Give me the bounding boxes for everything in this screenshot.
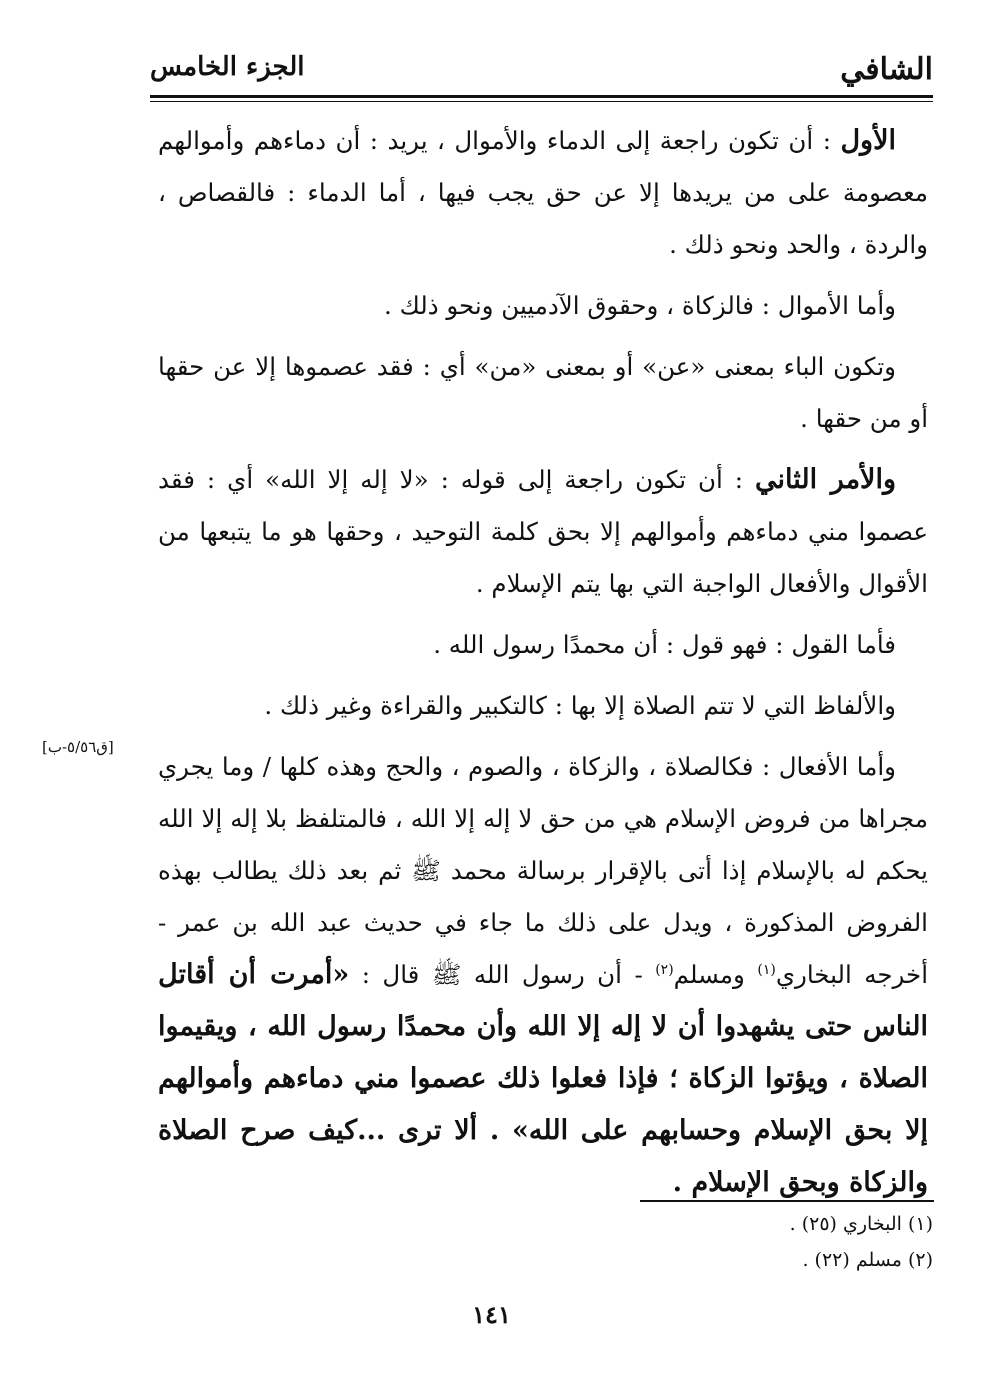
header-rule-thick (150, 95, 933, 98)
paragraph-second-matter (158, 454, 928, 610)
paragraph-first-matter (158, 115, 928, 271)
paragraph-lead-word: والأمر الثاني (755, 464, 896, 495)
paragraph-text: : أن تكون راجعة إلى قوله : «لا إله إلا الله» أي : فقد عصموا مني دماءهم وأموالهم إلا بحق كلمة التوحيد ، وحقها هو ما يتبعها من الأقوال والأفعال الواجبة التي بها يتم الإسلام . (158, 465, 928, 598)
footnote-1: (١) البخاري (٢٥) . (789, 1213, 933, 1235)
paragraph-text: - أن رسول الله ﷺ قال : (349, 960, 656, 989)
paragraph-text: ومسلم (673, 960, 758, 989)
footnote-separator (640, 1200, 934, 1202)
footnote-marker-1[interactable]: (١) (757, 961, 776, 978)
paragraph-saying: فأما القول : فهو قول : أن محمدًا رسول الله . (433, 630, 896, 659)
paragraph-ba-meaning: وتكون الباء بمعنى «عن» أو بمعنى «من» أي : فقد عصموها إلا عن حقها أو من حقها . (158, 352, 928, 433)
page-number: ١٤١ (472, 1300, 511, 1329)
manuscript-folio-ref: [ق٥/٥٦-ب] (42, 738, 114, 756)
hadith-quote: «أمرت أن أقاتل الناس حتى يشهدوا أن لا إله إلا الله وأن محمدًا رسول الله ، ويقيموا الصلاة ، ويؤتوا الزكاة ؛ فإذا فعلوا ذلك عصموا مني دماءهم وأموالهم إلا بحق الإسلام وحسابهم على الله» . ألا ترى ...كيف صرح الصلاة والزكاة وبحق الإسلام . (158, 959, 928, 1198)
paragraph-phrases: والألفاظ التي لا تتم الصلاة إلا بها : كالتكبير والقراءة وغير ذلك . (264, 691, 896, 720)
book-title: الشافي (840, 52, 933, 87)
paragraph-wealth: وأما الأموال : فالزكاة ، وحقوق الآدميين ونحو ذلك . (384, 291, 896, 320)
footnote-marker-2[interactable]: (٢) (655, 961, 674, 978)
footnote-2: (٢) مسلم (٢٢) . (802, 1249, 933, 1271)
paragraph-text: وأما الأفعال : فكالصلاة ، والزكاة ، والصوم ، والحج وهذه كلها / وما يجري مجراها من فروض الإسلام هي من حق لا إله إلا الله ، فالمتلفظ بلا إله إلا الله يحكم له بالإسلام إذا أتى بالإقرار برسالة محمد ﷺ ثم بعد ذلك يطالب بهذه الفروض المذكورة ، ويدل على ذلك ما جاء في حديث عبد الله بن عمر - أخرجه البخاري (158, 752, 928, 989)
header-rule-thin (150, 101, 933, 102)
running-header (150, 46, 933, 96)
paragraph-deeds (158, 741, 928, 1209)
paragraph-lead-word: الأول (840, 125, 896, 156)
paragraph-text: : أن تكون راجعة إلى الدماء والأموال ، يريد : أن دماءهم وأموالهم معصومة على من يريدها إلا عن حق يجب فيها ، أما الدماء : فالقصاص ، والردة ، والحد ونحو ذلك . (158, 126, 928, 259)
main-text (158, 115, 928, 1218)
part-label: الجزء الخامس (150, 52, 305, 82)
footnotes (433, 1206, 933, 1278)
